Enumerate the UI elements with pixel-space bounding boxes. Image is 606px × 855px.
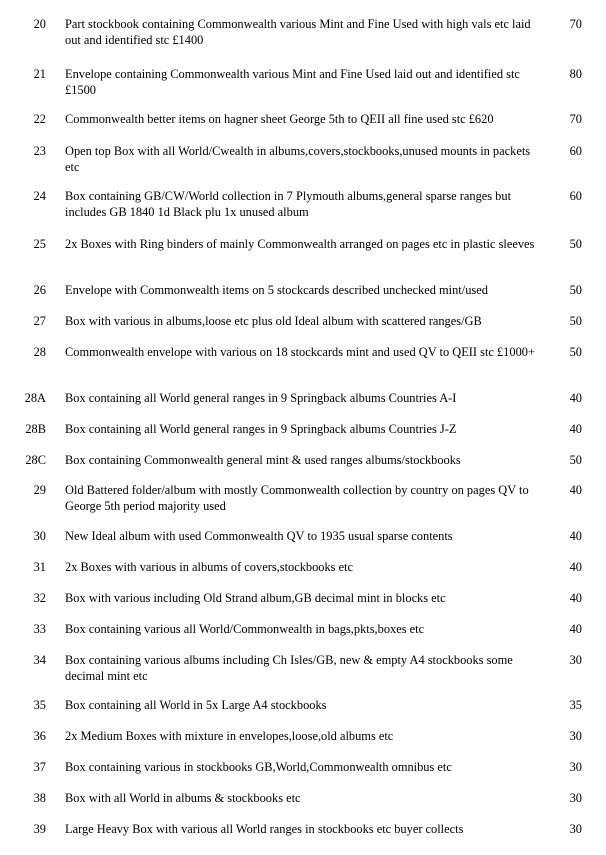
lot-description: 2x Boxes with Ring binders of mainly Commonwealth arranged on pages etc in plastic sleeves xyxy=(65,237,535,251)
lot-number: 33 xyxy=(33,622,46,636)
lot-number: 36 xyxy=(33,729,46,743)
lot-description: Box containing all World in 5x Large A4 stockbooks xyxy=(65,698,327,712)
lot-number: 29 xyxy=(33,483,46,497)
lot-number: 22 xyxy=(33,112,46,126)
lot-description: Box with various including Old Strand album,GB decimal mint in blocks etc xyxy=(65,591,446,605)
lot-estimate: 30 xyxy=(569,791,582,805)
lot-number: 28 xyxy=(33,345,46,359)
lot-description: Part stockbook containing Commonwealth various Mint and Fine Used with high vals etc laid out and identified stc £1400 xyxy=(65,17,531,47)
lot-number: 28A xyxy=(24,391,46,405)
lot-description: Box containing Commonwealth general mint & used ranges albums/stockbooks xyxy=(65,453,461,467)
lot-description: Commonwealth envelope with various on 18 stockcards mint and used QV to QEII stc £1000+ xyxy=(65,345,535,359)
lot-number: 23 xyxy=(33,144,46,158)
lot-estimate: 30 xyxy=(569,760,582,774)
lot-estimate: 50 xyxy=(569,345,582,359)
lot-description: Box containing various all World/Commonwealth in bags,pkts,boxes etc xyxy=(65,622,425,636)
lot-number: 30 xyxy=(33,529,46,543)
lot-number: 39 xyxy=(33,822,46,836)
lot-estimate: 50 xyxy=(569,314,582,328)
lot-estimate: 50 xyxy=(569,453,582,467)
lot-estimate: 40 xyxy=(569,529,582,543)
lot-number: 34 xyxy=(33,653,46,667)
lot-estimate: 40 xyxy=(569,422,582,436)
lot-number: 27 xyxy=(33,314,46,328)
lot-number: 26 xyxy=(33,283,46,297)
lot-description: Box containing various in stockbooks GB,World,Commonwealth omnibus etc xyxy=(65,760,452,774)
lot-estimate: 40 xyxy=(569,391,582,405)
lot-description: Envelope containing Commonwealth various Mint and Fine Used laid out and identified stc £1500 xyxy=(65,67,520,97)
lot-description: Box containing all World general ranges in 9 Springback albums Countries J-Z xyxy=(65,422,457,436)
lot-description: 2x Medium Boxes with mixture in envelopes,loose,old albums etc xyxy=(65,729,394,743)
lot-estimate: 40 xyxy=(569,560,582,574)
lot-number: 32 xyxy=(33,591,46,605)
lot-description: Commonwealth better items on hagner sheet George 5th to QEII all fine used stc £620 xyxy=(65,112,494,126)
lot-description: Box containing various albums including Ch Isles/GB, new & empty A4 stockbooks some decimal mint etc xyxy=(65,653,513,683)
lot-estimate: 50 xyxy=(569,283,582,297)
lot-estimate: 40 xyxy=(569,591,582,605)
lot-estimate: 70 xyxy=(569,112,582,126)
lot-number: 25 xyxy=(33,237,46,251)
lot-number: 28B xyxy=(25,422,46,436)
lot-estimate: 60 xyxy=(569,144,582,158)
lot-description: Box containing GB/CW/World collection in 7 Plymouth albums,general sparse ranges but includes GB 1840 1d Black plu 1x unused album xyxy=(65,189,512,219)
lot-estimate: 30 xyxy=(569,653,582,667)
lot-estimate: 30 xyxy=(569,822,582,836)
lot-description: Old Battered folder/album with mostly Commonwealth collection by country on pages QV to George 5th period majority used xyxy=(65,483,529,513)
lot-number: 38 xyxy=(33,791,46,805)
lot-description: Envelope with Commonwealth items on 5 stockcards described unchecked mint/used xyxy=(65,283,488,297)
lot-number: 28C xyxy=(25,453,46,467)
lot-estimate: 50 xyxy=(569,237,582,251)
lot-number: 20 xyxy=(33,17,46,31)
lot-estimate: 70 xyxy=(569,17,582,31)
lot-number: 24 xyxy=(33,189,46,203)
lot-estimate: 30 xyxy=(569,729,582,743)
lot-description: 2x Boxes with various in albums of covers,stockbooks etc xyxy=(65,560,354,574)
lot-number: 37 xyxy=(33,760,46,774)
lot-description: New Ideal album with used Commonwealth QV to 1935 usual sparse contents xyxy=(65,529,453,543)
lot-number: 35 xyxy=(33,698,46,712)
lot-description: Box containing all World general ranges in 9 Springback albums Countries A-I xyxy=(65,391,457,405)
lot-estimate: 40 xyxy=(569,483,582,497)
lot-description: Box with all World in albums & stockbooks etc xyxy=(65,791,301,805)
lot-description: Large Heavy Box with various all World ranges in stockbooks etc buyer collects xyxy=(65,822,464,836)
lot-estimate: 35 xyxy=(569,698,582,712)
lot-estimate: 60 xyxy=(569,189,582,203)
lot-description: Box with various in albums,loose etc plus old Ideal album with scattered ranges/GB xyxy=(65,314,482,328)
lot-number: 21 xyxy=(33,67,46,81)
lot-estimate: 80 xyxy=(569,67,582,81)
lot-description: Open top Box with all World/Cwealth in albums,covers,stockbooks,unused mounts in packets etc xyxy=(65,144,531,174)
lot-estimate: 40 xyxy=(569,622,582,636)
lot-number: 31 xyxy=(33,560,46,574)
